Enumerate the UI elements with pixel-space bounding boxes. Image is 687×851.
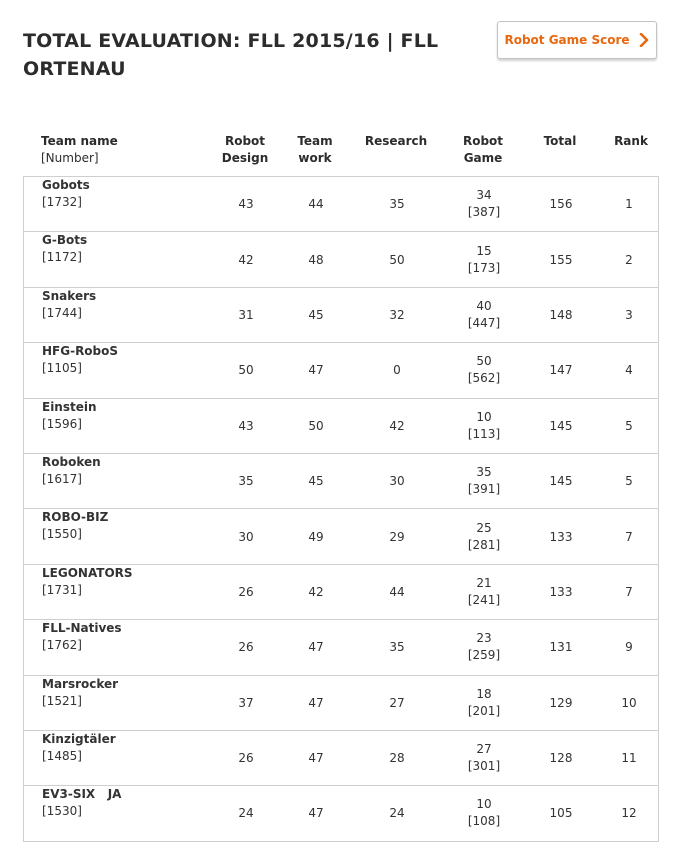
team-cell <box>42 399 97 453</box>
team-cell <box>42 786 121 840</box>
robot-game-points: [387] <box>467 205 501 220</box>
team-name: Gobots <box>42 178 90 192</box>
team-number: [1550] <box>42 527 82 542</box>
team-name: HFG-RoboS <box>42 344 119 359</box>
team-cell <box>42 509 108 563</box>
team-work-score: 42 <box>308 584 324 599</box>
team-number: [1617] <box>42 471 82 486</box>
team-work-score: 45 <box>308 474 324 489</box>
robot-game-score: 40 <box>476 298 492 313</box>
total-score: 145 <box>549 418 573 433</box>
robot-design-score: 26 <box>238 751 254 766</box>
header-rank: Rank <box>614 134 648 148</box>
research-score: 29 <box>389 529 405 544</box>
team-name: G-Bots <box>42 233 88 248</box>
rank-value: 11 <box>621 751 637 766</box>
chevron-right-icon <box>638 33 650 47</box>
rank-value: 7 <box>625 529 633 544</box>
research-score: 44 <box>389 584 405 599</box>
table-row <box>24 454 658 509</box>
research-score: 50 <box>389 252 405 267</box>
team-number: [1105] <box>42 361 82 376</box>
robot-design-score: 43 <box>238 418 254 433</box>
page-title: TOTAL EVALUATION: FLL 2015/16 | FLL ORTENAU <box>23 30 439 80</box>
header-robot-game-line1: Robot <box>462 134 504 148</box>
research-score: 0 <box>393 363 401 378</box>
header-total: Total <box>543 134 577 148</box>
team-name: Marsrocker <box>42 676 119 691</box>
robot-design-score: 31 <box>238 307 254 322</box>
team-number: [1596] <box>42 416 82 431</box>
research-score: 42 <box>389 418 405 433</box>
header-robot-game <box>453 133 513 167</box>
team-work-score: 49 <box>308 529 324 544</box>
research-score: 27 <box>389 695 405 710</box>
rank-value: 5 <box>625 418 633 433</box>
rank-value: 5 <box>625 474 633 489</box>
robot-game-cell <box>454 509 514 563</box>
header-team-name-label: Team name <box>41 134 118 148</box>
robot-design-score: 26 <box>238 584 254 599</box>
research-score: 35 <box>389 197 405 212</box>
team-number: [1521] <box>42 693 82 708</box>
team-cell <box>42 620 122 674</box>
team-number: [1732] <box>42 195 82 209</box>
robot-game-points: [301] <box>467 759 501 774</box>
team-name: Roboken <box>42 454 101 469</box>
team-work-score: 44 <box>308 197 324 212</box>
header-team-work-line2: work <box>298 151 332 165</box>
results-table <box>23 176 659 842</box>
research-score: 32 <box>389 307 405 322</box>
team-number: [1530] <box>42 804 82 819</box>
total-score: 156 <box>549 197 573 212</box>
team-work-score: 47 <box>308 806 324 821</box>
robot-game-points: [173] <box>467 260 501 275</box>
robot-game-score: 25 <box>476 520 492 535</box>
header-team-work-line1: Team <box>297 134 333 148</box>
team-number: [1485] <box>42 748 82 763</box>
total-score: 128 <box>549 751 573 766</box>
robot-game-cell <box>454 731 514 785</box>
robot-game-cell <box>454 177 514 231</box>
robot-game-points: [281] <box>467 537 501 552</box>
robot-game-cell <box>454 454 514 508</box>
total-score: 155 <box>549 252 573 267</box>
team-number: [1731] <box>42 582 82 597</box>
research-score: 24 <box>389 806 405 821</box>
robot-game-score: 50 <box>476 354 492 369</box>
total-score: 129 <box>549 695 573 710</box>
robot-game-score: 21 <box>476 575 492 590</box>
robot-design-score: 43 <box>238 197 254 212</box>
table-row <box>24 731 658 786</box>
robot-game-score: 15 <box>476 243 492 258</box>
team-cell <box>42 731 116 785</box>
robot-design-score: 30 <box>238 529 254 544</box>
team-number: [1744] <box>42 305 82 320</box>
robot-game-cell <box>454 786 514 840</box>
robot-game-cell <box>454 565 514 619</box>
team-number: [1172] <box>42 250 82 265</box>
robot-design-score: 37 <box>238 695 254 710</box>
robot-game-cell <box>454 399 514 453</box>
robot-game-score: 18 <box>476 686 492 701</box>
total-score: 133 <box>549 529 573 544</box>
header-robot-design <box>215 133 275 167</box>
team-name: Snakers <box>42 288 97 303</box>
team-name: Einstein <box>42 399 97 414</box>
header-robot-design-line2: Design <box>221 151 269 165</box>
robot-game-cell <box>454 288 514 342</box>
robot-design-score: 42 <box>238 252 254 267</box>
table-header <box>23 125 659 176</box>
header-research: Research <box>364 134 428 148</box>
table-row <box>24 288 658 343</box>
team-work-score: 48 <box>308 252 324 267</box>
rank-value: 2 <box>625 252 633 267</box>
team-work-score: 50 <box>308 418 324 433</box>
table-row <box>24 343 658 398</box>
team-cell <box>42 232 87 286</box>
team-work-score: 47 <box>308 751 324 766</box>
total-score: 145 <box>549 474 573 489</box>
table-row <box>24 232 658 287</box>
robot-game-points: [447] <box>467 315 501 330</box>
total-score: 131 <box>549 640 573 655</box>
header-team-name <box>41 133 118 167</box>
team-work-score: 47 <box>308 640 324 655</box>
robot-game-points: [391] <box>467 482 501 497</box>
robot-game-score: 27 <box>476 742 492 757</box>
rank-value: 9 <box>625 640 633 655</box>
robot-game-points: [562] <box>467 371 501 386</box>
team-cell <box>42 676 118 730</box>
team-name: Kinzigtäler <box>42 731 116 746</box>
total-score: 133 <box>549 584 573 599</box>
robot-game-score: 34 <box>476 188 492 203</box>
robot-design-score: 50 <box>238 363 254 378</box>
research-score: 28 <box>389 751 405 766</box>
team-number: [1762] <box>42 638 82 653</box>
robot-game-cell <box>454 676 514 730</box>
team-work-score: 47 <box>308 363 324 378</box>
robot-design-score: 26 <box>238 640 254 655</box>
robot-game-score: 23 <box>476 631 492 646</box>
research-score: 35 <box>389 640 405 655</box>
table-row <box>24 786 658 841</box>
table-row <box>24 565 658 620</box>
header-team-work <box>285 133 345 167</box>
team-name: ROBO-BIZ <box>42 510 109 525</box>
robot-game-score: 35 <box>476 465 492 480</box>
table-row <box>24 509 658 564</box>
team-work-score: 47 <box>308 695 324 710</box>
header-robot-game-line2: Game <box>463 151 503 165</box>
rank-value: 1 <box>625 197 633 212</box>
team-work-score: 45 <box>308 307 324 322</box>
team-name: EV3-SIX JA <box>42 787 122 802</box>
robot-game-points: [241] <box>467 592 501 607</box>
rank-value: 12 <box>621 806 637 821</box>
table-row <box>24 177 658 232</box>
team-cell <box>42 177 90 231</box>
robot-game-points: [259] <box>467 648 501 663</box>
team-cell <box>42 343 118 397</box>
team-name: FLL-Natives <box>42 621 122 636</box>
rank-value: 3 <box>625 307 633 322</box>
total-score: 147 <box>549 363 573 378</box>
rank-value: 10 <box>621 695 637 710</box>
header-number-label: [Number] <box>41 151 99 165</box>
table-row <box>24 676 658 731</box>
total-score: 105 <box>549 806 573 821</box>
robot-game-score: 10 <box>476 797 492 812</box>
robot-game-cell <box>454 343 514 397</box>
robot-game-cell <box>454 232 514 286</box>
table-row <box>24 620 658 675</box>
team-cell <box>42 565 133 619</box>
header-robot-design-line1: Robot <box>224 134 266 148</box>
robot-design-score: 35 <box>238 474 254 489</box>
rank-value: 7 <box>625 584 633 599</box>
research-score: 30 <box>389 474 405 489</box>
robot-game-cell <box>454 620 514 674</box>
robot-design-score: 24 <box>238 806 254 821</box>
robot-game-points: [201] <box>467 703 501 718</box>
robot-game-score-label: Robot Game Score <box>504 33 630 47</box>
table-row <box>24 399 658 454</box>
robot-game-points: [108] <box>467 814 501 829</box>
team-cell <box>42 454 101 508</box>
team-name: LEGONATORS <box>42 565 133 580</box>
team-cell <box>42 288 96 342</box>
rank-value: 4 <box>625 363 633 378</box>
total-score: 148 <box>549 307 573 322</box>
robot-game-score: 10 <box>476 409 492 424</box>
robot-game-points: [113] <box>467 426 501 441</box>
robot-game-score-button[interactable] <box>497 21 657 59</box>
